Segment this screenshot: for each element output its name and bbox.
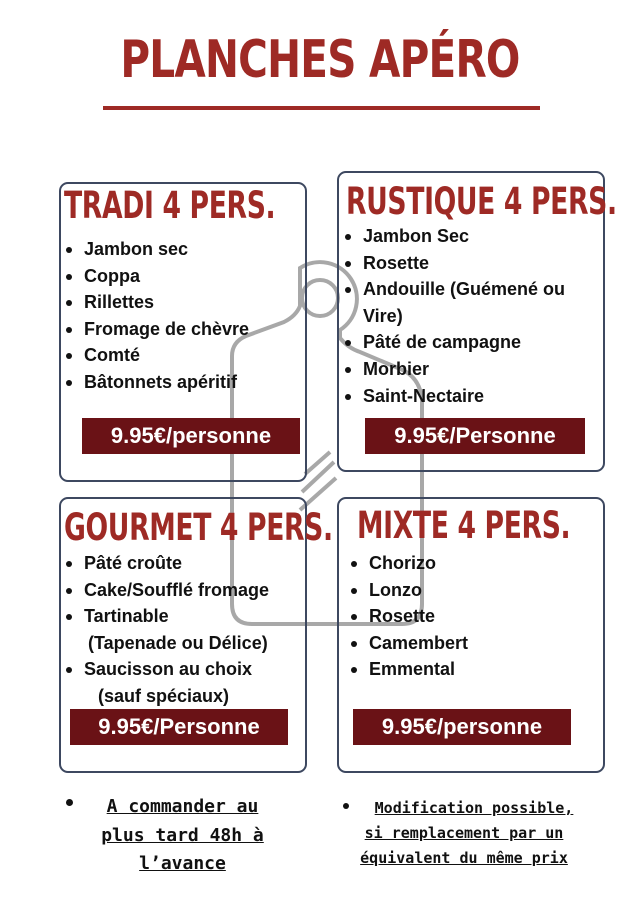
list-item-continued — [64, 630, 269, 657]
list-item: Camembert — [349, 630, 468, 657]
card-tradi-items — [64, 236, 249, 396]
note-left-line: A commander au — [106, 796, 259, 817]
list-item: Coppa — [64, 263, 249, 290]
list-item: Andouille (Guémené ou — [343, 276, 565, 303]
list-item: Morbier — [343, 356, 565, 383]
note-right — [334, 796, 594, 871]
list-item: Pâté croûte — [64, 550, 269, 577]
note-left-bullet — [66, 799, 73, 806]
note-right-line: Modification possible, — [374, 799, 574, 817]
list-item: Rosette — [343, 250, 565, 277]
card-tradi-title: TRADI 4 PERS. — [64, 184, 276, 227]
card-gourmet-price: 9.95€/Personne — [70, 709, 288, 745]
list-item: Cake/Soufflé fromage — [64, 577, 269, 604]
list-item-cont-text: Vire) — [363, 305, 403, 326]
list-item: Lonzo — [349, 577, 468, 604]
title-underline — [103, 106, 540, 110]
list-item-cont-text: (sauf spéciaux) — [98, 685, 230, 706]
card-mixte-price: 9.95€/personne — [353, 709, 571, 745]
card-tradi-price: 9.95€/personne — [82, 418, 300, 454]
note-left-line: plus tard 48h à — [101, 824, 264, 846]
note-left-line: l’avance — [139, 853, 226, 874]
list-item: Jambon sec — [64, 236, 249, 263]
list-item: Chorizo — [349, 550, 468, 577]
note-left — [80, 793, 285, 879]
list-item: Jambon Sec — [343, 223, 565, 250]
page-title: PLANCHES APÉRO — [120, 30, 520, 90]
list-item: Tartinable — [64, 603, 269, 630]
list-item-cont-text: (Tapenade ou Délice) — [88, 632, 268, 653]
card-rustique-price: 9.95€/Personne — [365, 418, 585, 454]
card-rustique-title: RUSTIQUE 4 PERS. — [346, 180, 617, 223]
list-item: Saucisson au choix — [64, 656, 269, 683]
card-rustique-items — [343, 223, 565, 409]
list-item: Fromage de chèvre — [64, 316, 249, 343]
list-item-continued — [64, 683, 269, 710]
card-gourmet-title: GOURMET 4 PERS. — [64, 506, 333, 549]
list-item: Rosette — [349, 603, 468, 630]
note-right-line: équivalent du même prix — [360, 849, 568, 867]
list-item: Pâté de campagne — [343, 329, 565, 356]
list-item-continued — [343, 303, 565, 330]
card-mixte-title: MIXTE 4 PERS. — [357, 504, 571, 547]
list-item: Rillettes — [64, 289, 249, 316]
list-item: Saint-Nectaire — [343, 383, 565, 410]
list-item: Bâtonnets apéritif — [64, 369, 249, 396]
list-item: Emmental — [349, 656, 468, 683]
list-item: Comté — [64, 342, 249, 369]
card-mixte-items — [349, 550, 468, 683]
card-gourmet-items — [64, 550, 269, 710]
note-right-line: si remplacement par un — [364, 824, 564, 842]
